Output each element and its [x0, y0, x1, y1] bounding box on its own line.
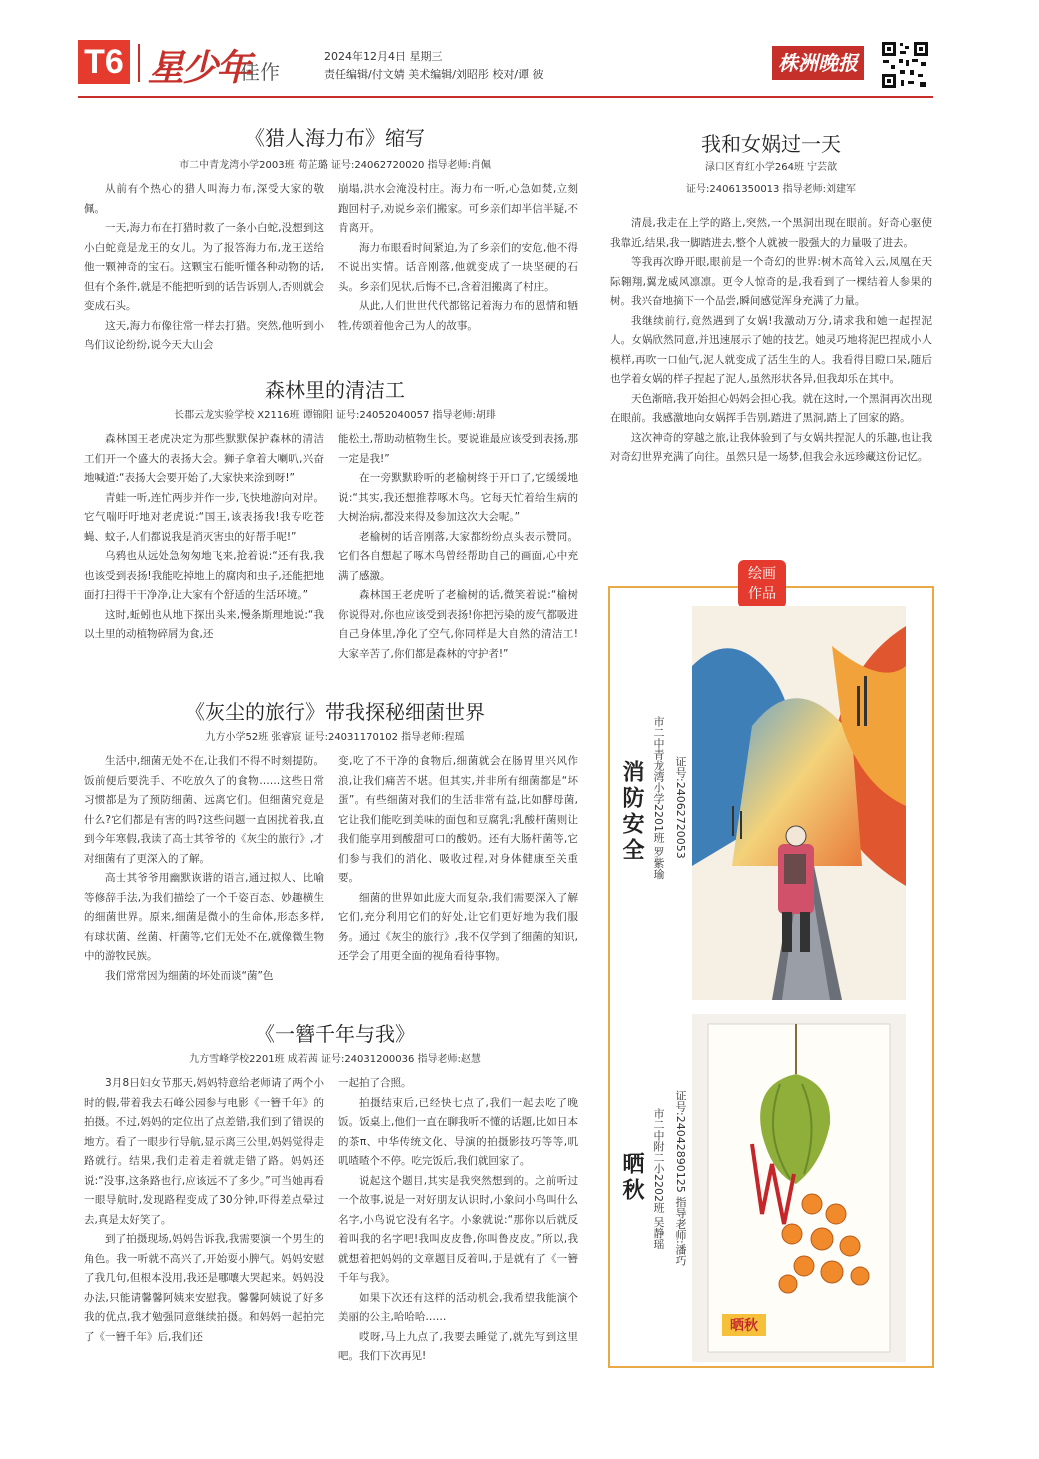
paragraph: 青蛙一听,连忙两步并作一步,飞快地游向对岸。它气喘吁吁地对老虎说:“国王,该表扬我!我专吃苍蝇、蚊子,人们都说我是消灭害虫的好帮手呢!” — [84, 491, 324, 543]
paragraph: 拍摄结束后,已经快七点了,我们一起去吃了晚饭。饭桌上,他们一直在聊我听不懂的话题,比如日本的茶π、中华传统文化、导演的拍摄影技巧等等,叽叽喳喳个不停。吃完饭后,我们就回家了。 — [338, 1096, 578, 1167]
article-title-thousand: 《一簪千年与我》 — [255, 1022, 415, 1046]
paragraph: 一起拍了合照。 — [338, 1077, 412, 1089]
article-body-hunter-col2 — [338, 180, 578, 336]
paragraph: 老榆树的话音刚落,大家都纷纷点头表示赞同。它们各自想起了啄木鸟曾经帮助自己的画面,心中充满了感激。 — [338, 530, 578, 582]
paragraph: 我们常常因为细菌的坏处而谈“菌”色 — [105, 969, 274, 982]
article-byline-nuwa-id: 证号:24061350013 指导老师:刘建军 — [686, 184, 856, 195]
paragraph: 高士其爷爷用幽默诙谐的语言,通过拟人、比喻等修辞手法,为我们描绘了一个千姿百态、妙趣横生的细菌世界。原来,细菌是微小的生命体,形态多样,有球状菌、丝菌、杆菌等,它们无处不在,就像微生物中的游牧民族。 — [84, 872, 324, 962]
article-title-cleaner: 森林里的清洁工 — [265, 378, 405, 402]
article-title-nuwa: 我和女娲过一天 — [701, 132, 841, 156]
article-body-hunter-col1 — [84, 180, 324, 356]
artwork-caption-fire-school: 市二中青龙湾小学2201班 罗紫瑜 — [652, 716, 665, 880]
header-divider — [138, 44, 140, 82]
newspaper-logo: 株洲晚报 — [772, 46, 864, 80]
artwork-title-fire: 消防安全 — [619, 760, 644, 864]
article-byline-nuwa: 渌口区育红小学264班 宁芸歆 — [704, 162, 838, 173]
artwork-section-tag — [738, 560, 786, 608]
paragraph: 海力布眼看时间紧迫,为了乡亲们的安危,他不得不说出实情。话音刚落,他就变成了一块坚硬的石头。乡亲们见状,后悔不已,含着泪搬离了村庄。 — [338, 241, 578, 293]
paragraph: 森林国王老虎决定为那些默默保护森林的清洁工们开一个盛大的表扬大会。狮子拿着大喇叭,兴奋地喊道:“表扬大会要开始了,大家快来涂到呀!” — [84, 433, 324, 484]
article-body-thousand-col1 — [84, 1074, 324, 1347]
article-body-cleaner-col1 — [84, 430, 324, 645]
paragraph: 能松土,帮助动植物生长。要说谁最应该受到表扬,那一定是我!” — [338, 433, 578, 465]
column-brand: 星少年 — [148, 47, 251, 89]
article-body-thousand-col2 — [338, 1074, 578, 1367]
artwork-caption-autumn-id: 证号:24042890125 指导老师:潘巧 — [674, 1090, 687, 1266]
paragraph: 说起这个题目,其实是我突然想到的。之前听过一个故事,说是一对好朋友认识时,小象问小鸟叫什么名字,小鸟说它没有名字。小象就说:“那你以后就反着叫我的名字吧!我叫皮皮鲁,你叫鲁皮皮。”所以,我就想着把妈妈的文章题目反着叫,于是就有了《一簪千年与我》。 — [338, 1174, 578, 1284]
paragraph: 如果下次还有这样的活动机会,我希望我能演个美丽的公主,哈哈哈…… — [338, 1291, 578, 1323]
paragraph: 生活中,细菌无处不在,让我们不得不时刻提防。饭前便后要洗手、不吃放久了的食物……这些日常习惯都是为了预防细菌、远离它们。但细菌究竟是什么?它们都是有害的吗?这些问题一直困扰着我,直到今年寒假,我读了高士其爷爷的《灰尘的旅行》,才对细菌有了更深入的了解。 — [84, 755, 324, 865]
paragraph: 在一旁默默聆听的老榆树终于开口了,它缓缓地说:“其实,我还想推荐啄木鸟。它每天忙着给生病的大树治病,都没来得及参加这次大会呢。” — [338, 472, 578, 523]
editor-line: 责任编辑/付文婧 美术编辑/刘昭彤 校对/谭 彼 — [324, 68, 544, 81]
article-byline-cleaner: 长郡云龙实验学校 X2116班 谭锦阳 证号:24052040057 指导老师:胡琲 — [174, 410, 496, 421]
paragraph: 3月8日妇女节那天,妈妈特意给老师请了两个小时的假,带着我去石峰公园参与电影《一簪千年》的拍摄。不过,妈妈的定位出了点差错,我们到了错误的地方。看了一眼步行导航,显示离三公里,妈妈觉得走路就行。结果,我们走着走着就走错了路。妈妈还说:“没事,这条路也行,应该远不了多少。”可当她再看一眼导航时,发现路程变成了30分钟,吓得差点晕过去,真是太好笑了。 — [84, 1077, 324, 1226]
article-body-dust-col2 — [338, 752, 578, 967]
paragraph: 这时,蚯蚓也从地下探出头来,慢条斯理地说:“我以土里的动植物碎屑为食,还 — [84, 608, 324, 640]
article-byline-hunter: 市二中青龙湾小学2003班 荀芷璐 证号:24062720020 指导老师:肖佩 — [179, 160, 491, 171]
paragraph: 变,吃了不干净的食物后,细菌就会在肠胃里兴风作浪,让我们痛苦不堪。但其实,并非所有细菌都是“坏蛋”。有些细菌对我们的生活非常有益,比如酵母菌,它让我们能吃到美味的面包和豆腐乳;乳酸杆菌则让我们能享用到酸甜可口的酸奶。还有大肠杆菌等,它们参与我们的消化、吸收过程,对身体健康至关重要。 — [338, 755, 578, 884]
paragraph: 一天,海力布在打猎时救了一条小白蛇,没想到这小白蛇竟是龙王的女儿。为了报答海力布,龙王送给他一颗神奇的宝石。这颗宝石能听懂各种动物的话,但有个条件,就是不能把听到的话告诉别人,否则就会变成石头。 — [84, 222, 324, 312]
header-rule — [78, 96, 933, 98]
paragraph: 到了拍摄现场,妈妈告诉我,我需要演一个男生的角色。我一听就不高兴了,开始耍小脾气。妈妈安慰了我几句,但根本没用,我还是哪嚷大哭起来。妈妈没办法,只能请馨馨阿姨来安慰我。馨馨阿姨说了好多我的优点,我才勉强同意继续拍摄。和妈妈一起拍完了《一簪千年》后,我们还 — [84, 1233, 324, 1343]
artwork-tag-line2: 作品 — [748, 586, 776, 602]
paragraph: 乌鸦也从远处急匆匆地飞来,抢着说:“还有我,我也该受到表扬!我能吃掉地上的腐肉和虫子,还能把地面打扫得干干净净,让大家有个舒适的生活环境。” — [84, 550, 324, 601]
page-number: T6 — [78, 40, 130, 84]
paragraph: 我继续前行,竟然遇到了女娲!我激动万分,请求我和她一起捏泥人。女娲欣然同意,并迅速展示了她的技艺。她灵巧地将泥巴捏成小人模样,再吹一口仙气,泥人就变成了活生生的人。我看得目瞪口呆,随后也学着女娲的样子捏起了泥人,虽然形状各异,但我却乐在其中。 — [610, 314, 932, 385]
artwork-caption-fire-id: 证号:24062720053 — [674, 756, 687, 859]
paragraph: 从此,人们世世代代都铭记着海力布的恩情和牺牲,传颂着他舍己为人的故事。 — [338, 300, 578, 332]
article-byline-thousand: 九方雪峰学校2201班 成若茜 证号:24031200036 指导老师:赵慧 — [189, 1054, 481, 1065]
paragraph: 天色渐暗,我开始担心妈妈会担心我。就在这时,一个黑洞再次出现在眼前。我感激地向女娲挥手告别,踏进了黑洞,踏上了回家的路。 — [610, 392, 932, 424]
article-body-dust-col1 — [84, 752, 324, 986]
artwork-tag-line1: 绘画 — [748, 566, 776, 582]
article-byline-dust: 九方小学52班 张睿宸 证号:24031170102 指导老师:程瑶 — [205, 732, 465, 743]
article-title-hunter: 《猎人海力布》缩写 — [245, 126, 425, 150]
column-brand-sub: 佳作 — [240, 60, 280, 84]
artwork-caption-autumn-school: 市二中附二小2202班 吴静瑶 — [652, 1108, 665, 1250]
artwork-fire-safety-image[interactable] — [692, 606, 906, 1000]
artwork-autumn-label: 晒秋 — [730, 1318, 758, 1334]
paragraph: 从前有个热心的猎人叫海力布,深受大家的敬佩。 — [84, 183, 324, 215]
article-title-dust: 《灰尘的旅行》带我探秘细菌世界 — [185, 700, 485, 724]
artwork-title-autumn: 晒秋 — [619, 1152, 644, 1204]
article-body-nuwa — [610, 214, 932, 468]
paragraph: 这天,海力布像往常一样去打猎。突然,他听到小鸟们议论纷纷,说今天大山会 — [84, 319, 324, 351]
paragraph: 这次神奇的穿越之旅,让我体验到了与女娲共捏泥人的乐趣,也让我对奇幻世界充满了向往。虽然只是一场梦,但我会永远珍藏这份记忆。 — [610, 431, 932, 463]
date-line: 2024年12月4日 星期三 — [324, 50, 443, 63]
paragraph: 崩塌,洪水会淹没村庄。海力布一听,心急如焚,立刻跑回村子,劝说乡亲们搬家。可乡亲们却半信半疑,不肯离开。 — [338, 183, 578, 234]
artwork-sun-drying-autumn-image[interactable] — [692, 1014, 906, 1362]
paragraph: 哎呀,马上九点了,我要去睡觉了,就先写到这里吧。我们下次再见! — [338, 1330, 578, 1362]
qr-code-icon[interactable] — [880, 40, 930, 90]
paragraph: 森林国王老虎听了老榆树的话,微笑着说:“榆树你说得对,你也应该受到表扬!你把污染的废气都吸进自己身体里,净化了空气,你同样是大自然的清洁工!大家辛苦了,你们都是森林的守护者!” — [338, 589, 578, 660]
article-body-cleaner-col2 — [338, 430, 578, 664]
paragraph: 清晨,我走在上学的路上,突然,一个黑洞出现在眼前。好奇心驱使我靠近,结果,我一脚踏进去,整个人就被一股强大的力量吸了进去。 — [610, 217, 932, 249]
paragraph: 细菌的世界如此庞大而复杂,我们需要深入了解它们,充分利用它们的好处,让它们更好地为我们服务。通过《灰尘的旅行》,我不仅学到了细菌的知识,还学会了用更全面的视角看待事物。 — [338, 891, 578, 962]
paragraph: 等我再次睁开眼,眼前是一个奇幻的世界:树木高耸入云,凤凰在天际翱翔,翼龙威风凛凛。更令人惊奇的是,我看到了一棵结着人参果的树。我兴奋地摘下一个品尝,瞬间感觉浑身充满了力量。 — [610, 256, 932, 307]
